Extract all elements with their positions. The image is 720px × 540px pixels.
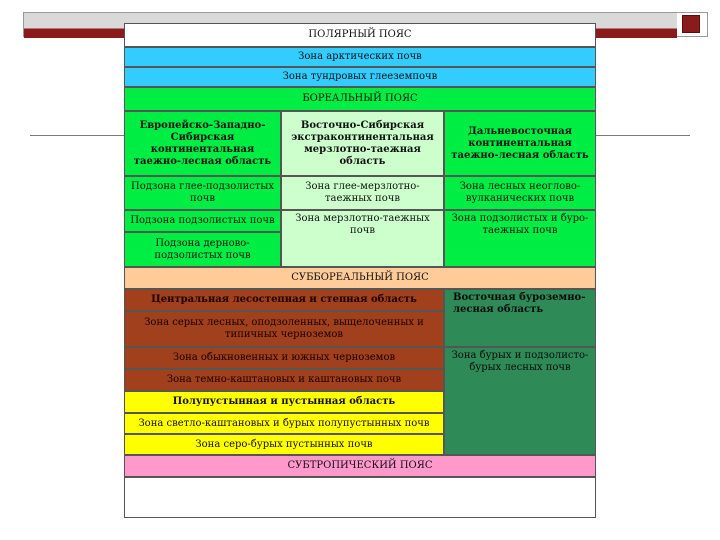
- semidesert-region: Полупустынная и пустынная область: [124, 391, 444, 413]
- slide-rule-right: [594, 135, 690, 136]
- polar-belt-title: ПОЛЯРНЫЙ ПОЯС: [124, 23, 596, 47]
- forest-steppe-region: Центральная лесостепная и степная область: [124, 289, 444, 311]
- boreal-region-west: Европейско-Западно-Сибирская континентальная таежно-лесная область: [124, 111, 281, 176]
- boreal-region-east-siberian: Восточно-Сибирская экстраконтинентальная мерзлотно-таежная область: [281, 111, 444, 176]
- chestnut-soil-zone: Зона темно-каштановых и каштановых почв: [124, 369, 444, 391]
- subtropical-empty-area: [124, 477, 596, 518]
- brown-forest-region: Восточная буроземно-лесная область: [444, 289, 596, 347]
- brown-forest-soil-zone: Зона бурых и подзолисто-бурых лесных почв: [444, 347, 596, 455]
- grey-brown-desert-zone: Зона серо-бурых пустынных почв: [124, 434, 444, 455]
- ordinary-chernozem-zone: Зона обыкновенных и южных черноземов: [124, 347, 444, 369]
- gley-podzolic-subzone: Подзона глее-подзолистых почв: [124, 176, 281, 210]
- boreal-region-far-east: Дальневосточная континентальная таежно-лесная область: [444, 111, 596, 176]
- boreal-belt-title: БОРЕАЛЬНЫЙ ПОЯС: [124, 87, 596, 111]
- podzolic-subzone: Подзона подзолистых почв: [124, 210, 281, 232]
- arctic-zone: Зона арктических почв: [124, 47, 596, 67]
- tundra-zone: Зона тундровых глееземпочв: [124, 67, 596, 87]
- subtropical-belt-title: СУБТРОПИЧЕСКИЙ ПОЯС: [124, 455, 596, 477]
- gley-permafrost-zone: Зона глее-мерзлотно-таежных почв: [281, 176, 444, 210]
- slide-rule-left: [30, 135, 126, 136]
- permafrost-taiga-zone: Зона мерзлотно-таежных почв: [281, 210, 444, 267]
- grey-forest-chernozem-zone: Зона серых лесных, оподзоленных, выщелоченных и типичных черноземов: [124, 311, 444, 347]
- light-chestnut-zone: Зона светло-каштановых и бурых полупустынных почв: [124, 413, 444, 434]
- sod-podzolic-subzone: Подзона дерново-подзолистых почв: [124, 232, 281, 267]
- subboreal-belt-title: СУББОРЕАЛЬНЫЙ ПОЯС: [124, 267, 596, 289]
- podzolic-brown-taiga-zone: Зона подзолистых и буро-таежных почв: [444, 210, 596, 267]
- header-square: [682, 15, 700, 33]
- volcanic-forest-zone: Зона лесных неоглово-вулканических почв: [444, 176, 596, 210]
